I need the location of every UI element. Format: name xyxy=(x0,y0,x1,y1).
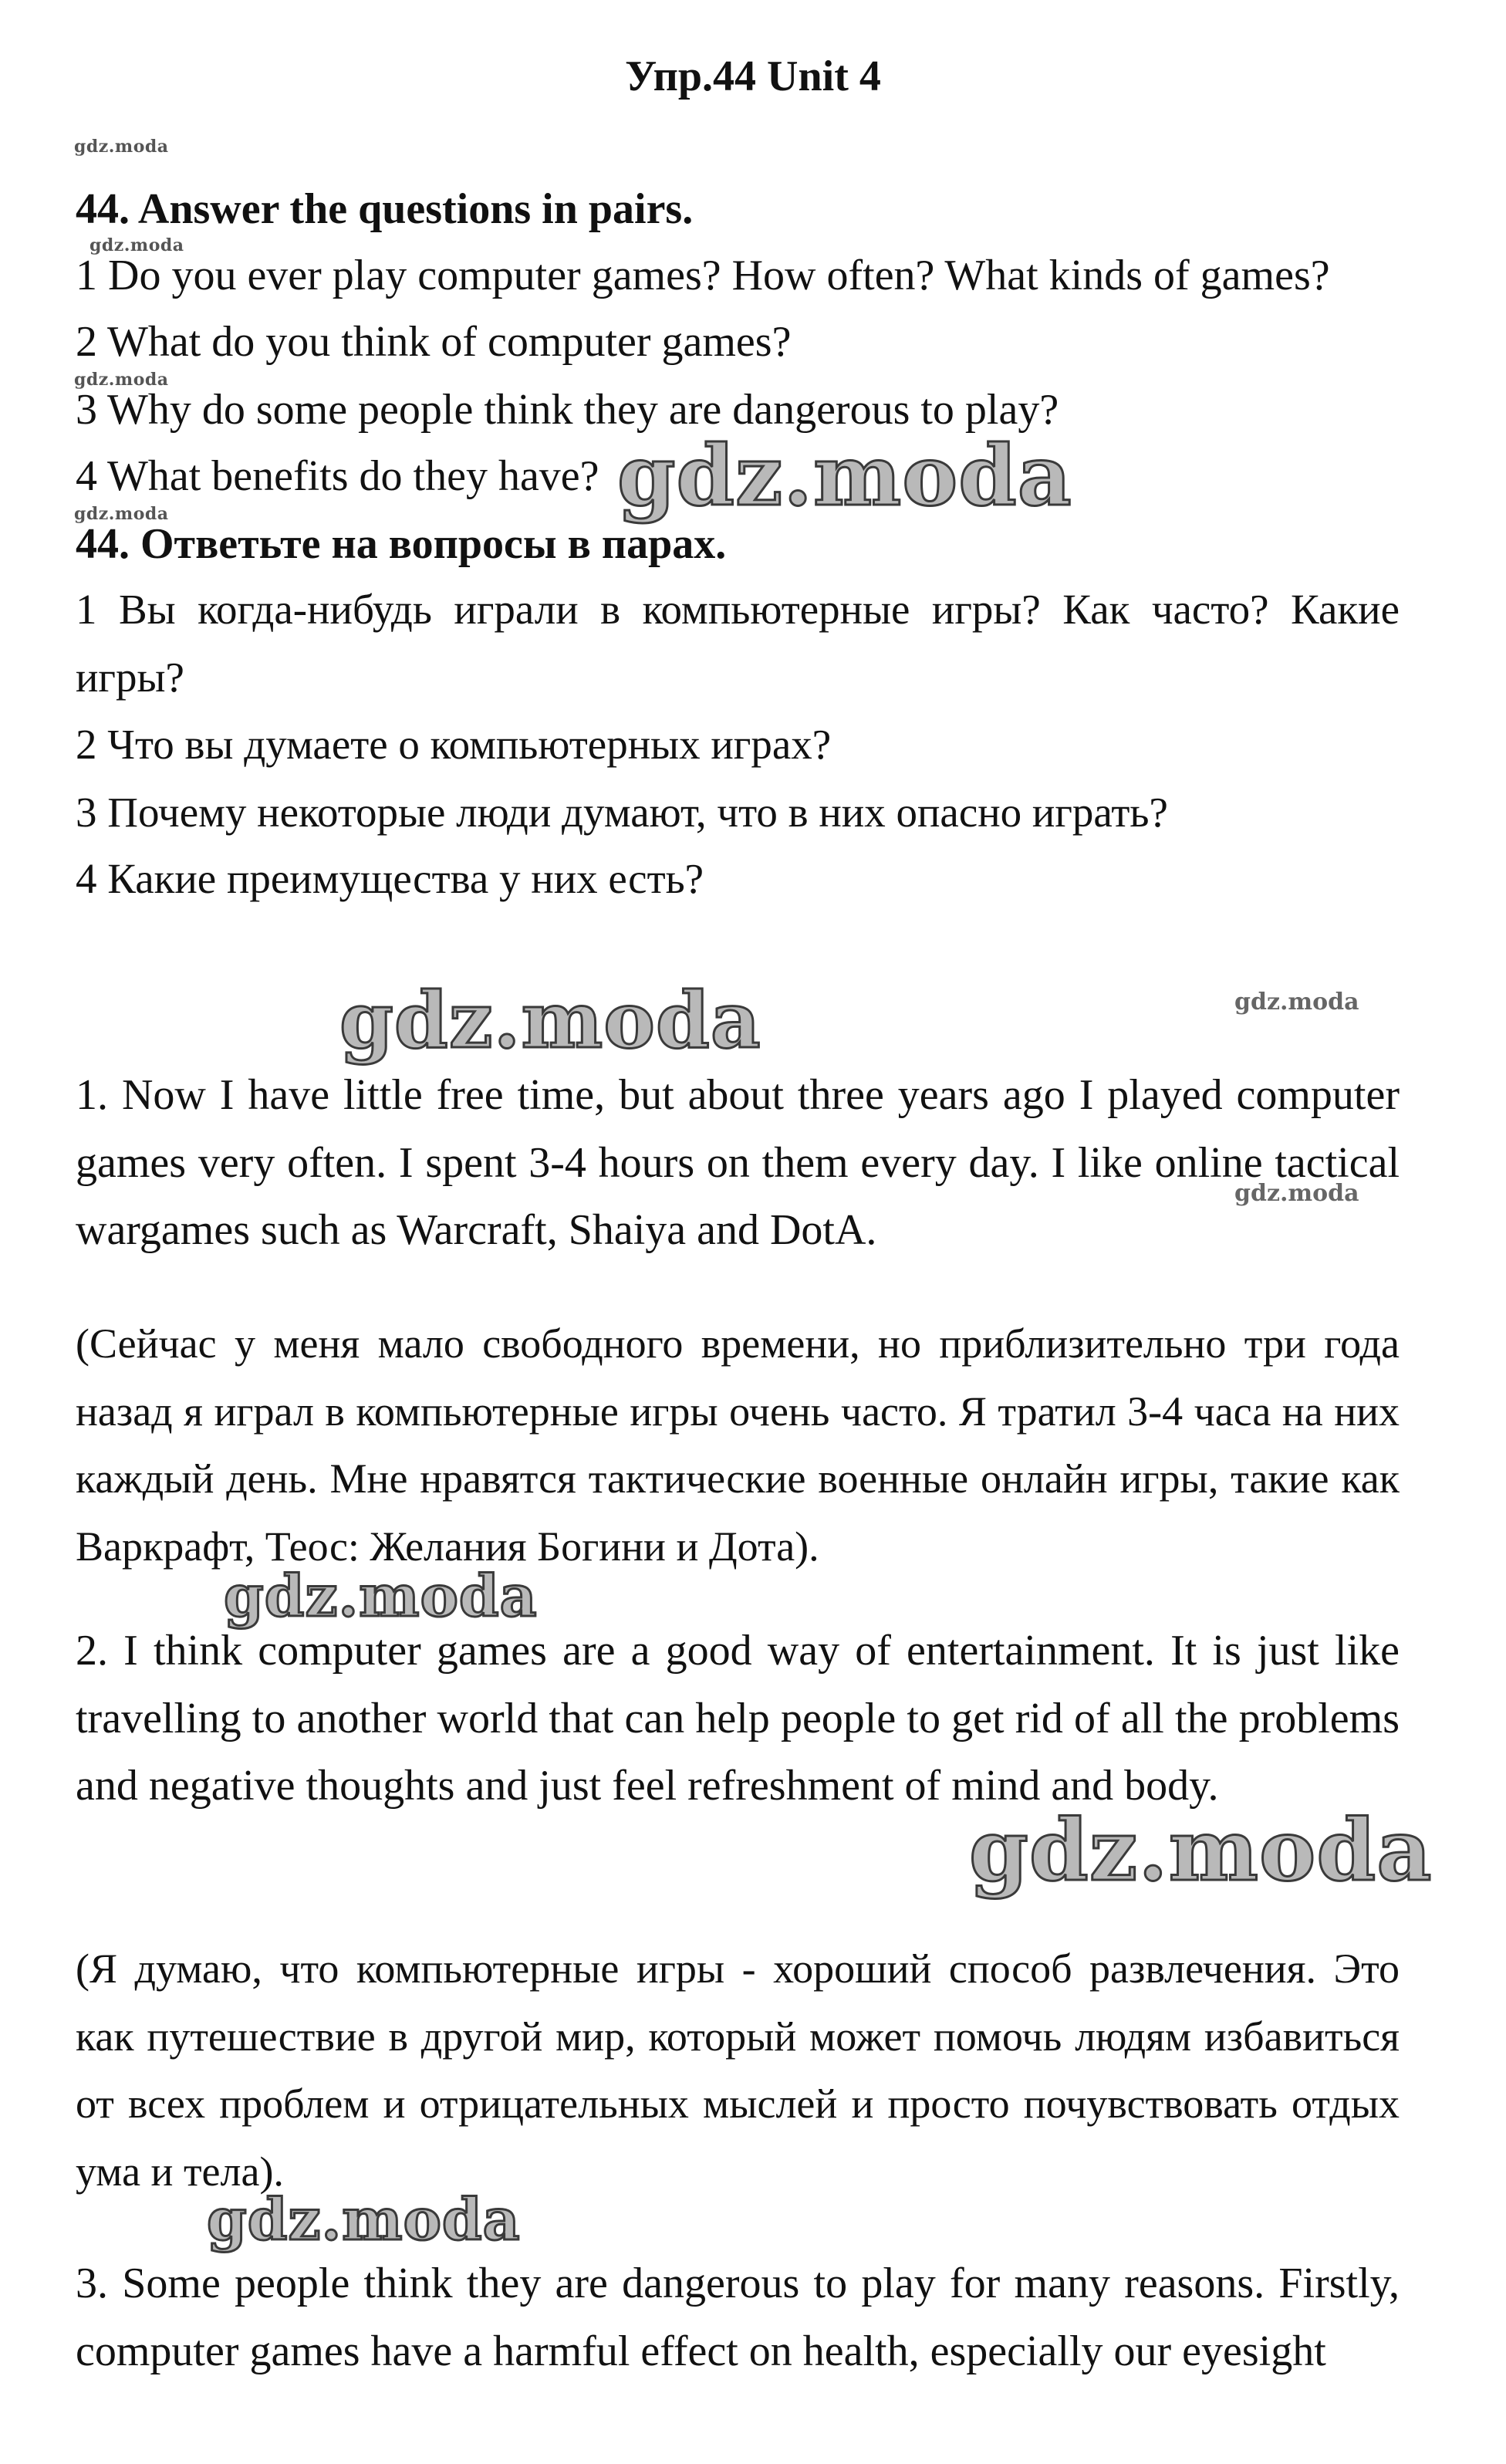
task-ru-question: 3 Почему некоторые люди думают, что в них опасно играть? xyxy=(76,789,1168,836)
task-ru-question: 4 Какие преимущества у них есть? xyxy=(76,855,704,902)
task-en-question: 2 What do you think of computer games? xyxy=(76,318,792,366)
task-en-question: 3 Why do some people think they are dangerous to play? xyxy=(76,386,1059,434)
watermark-large: gdz.moda xyxy=(224,1563,538,1630)
page-title: Упр.44 Unit 4 xyxy=(625,52,881,100)
watermark-small: gdz.moda xyxy=(89,235,184,255)
answer-1-ru: (Сейчас у меня мало свободного времени, но приблизительно три года назад я играл в компьютерные игры очень часто. Я тратил 3-4 часа на них каждый день. Мне нравятся тактические военные онлайн игры, такие как Варкрафт, Теос: Желания Богини и Дота). xyxy=(76,1320,1400,1570)
answer-2-en: 2. I think computer games are a good way of entertainment. It is just like travelling to another world that can help people to get rid of all the problems and negative thoughts and just feel refreshment of mind and body. xyxy=(76,1627,1400,1810)
task-ru-heading: 44. Ответьте на вопросы в парах. xyxy=(76,520,727,568)
watermark-large: gdz.moda xyxy=(617,428,1072,525)
task-en-question: 1 Do you ever play computer games? How often? What kinds of games? xyxy=(76,252,1330,299)
watermark-small: gdz.moda xyxy=(74,137,169,157)
watermark-small: gdz.moda xyxy=(74,504,169,524)
watermark-small: gdz.moda xyxy=(1234,1180,1359,1207)
answer-2-ru: (Я думаю, что компьютерные игры - хороший способ развлечения. Это как путешествие в другой мир, который может помочь людям избавиться от всех проблем и отрицательных мыслей и просто почувствовать отдых ума и тела). xyxy=(76,1945,1400,2195)
watermark-large: gdz.moda xyxy=(207,2187,521,2253)
answer-3-en: 3. Some people think they are dangerous to play for many reasons. Firstly, computer games have a harmful effect on health, especially our eyesight xyxy=(76,2260,1400,2375)
task-ru-question: 1 Вы когда-нибудь играли в компьютерные игры? Как часто? Какие игры? xyxy=(76,586,1400,701)
task-ru-question: 2 Что вы думаете о компьютерных играх? xyxy=(76,721,832,768)
answer-1-en: 1. Now I have little free time, but about three years ago I played computer games very often. I spent 3-4 hours on them every day. I like online tactical wargames such as Warcraft, Shaiya and DotA. xyxy=(76,1071,1400,1254)
watermark-small: gdz.moda xyxy=(74,370,169,390)
task-en-heading: 44. Answer the questions in pairs. xyxy=(76,185,694,233)
task-en-question: 4 What benefits do they have? xyxy=(76,452,599,500)
watermark-large: gdz.moda xyxy=(969,1800,1433,1900)
watermark-small: gdz.moda xyxy=(1234,989,1359,1016)
watermark-large: gdz.moda xyxy=(339,975,761,1066)
